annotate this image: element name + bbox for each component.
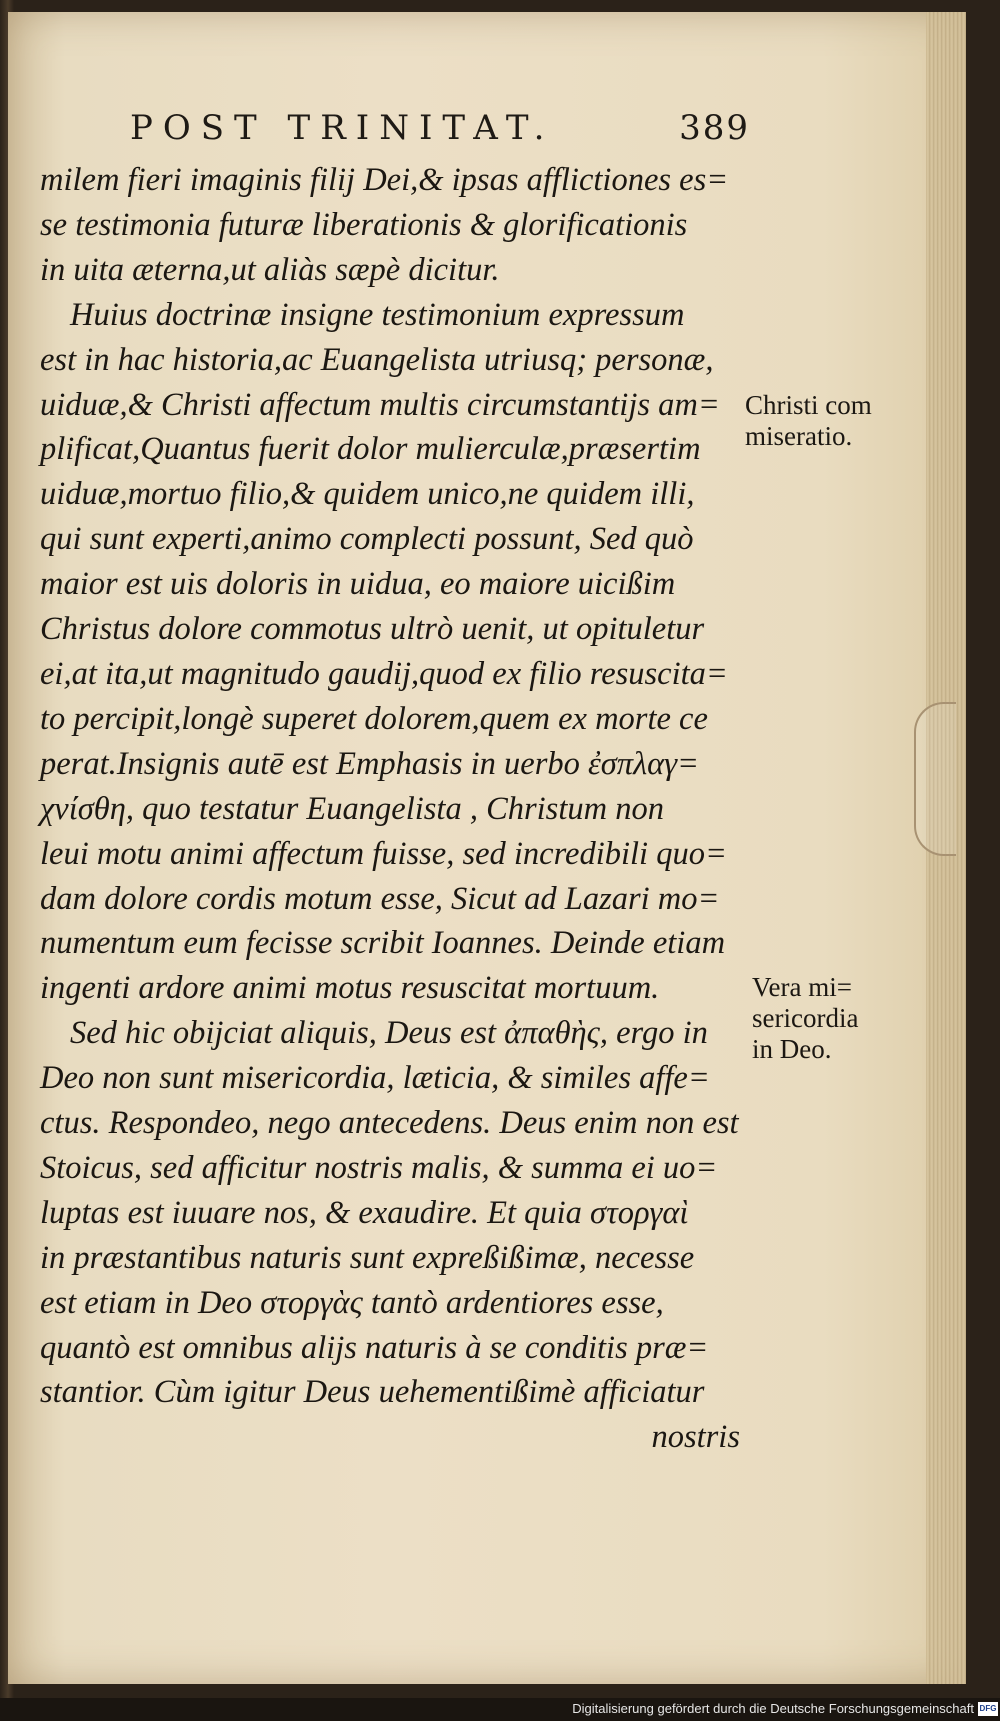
text-line: luptas est iuuare nos, & exaudire. Et quia στοργαὶ: [40, 1194, 689, 1231]
catchword: nostris: [651, 1419, 740, 1456]
text-line: to percipit,longè superet dolorem,quem ex morte ce: [40, 700, 708, 737]
text-line: uiduæ,mortuo filio,& quidem unico,ne quidem illi,: [40, 476, 695, 513]
text-line: ei,at ita,ut magnitudo gaudij,quod ex filio resuscita=: [40, 655, 728, 692]
text-line: Stoicus, sed afficitur nostris malis, & summa ei uo=: [40, 1149, 718, 1186]
text-line: Sed hic obijciat aliquis, Deus est ἀπαθὴς, ergo in: [70, 1015, 708, 1052]
text-line: perat.Insignis autē est Emphasis in uerbo ἐσπλαγ=: [40, 745, 699, 782]
text-line: in uita æterna,ut aliàs sæpè dicitur.: [40, 251, 500, 288]
text-line: dam dolore cordis motum esse, Sicut ad Lazari mo=: [40, 880, 720, 917]
page-header: [130, 108, 750, 154]
text-line: milem fieri imaginis filij Dei,& ipsas afflictiones es=: [40, 162, 729, 198]
text-line: quantò est omnibus alijs naturis à se conditis præ=: [40, 1329, 709, 1366]
text-line: leui motu animi affectum fuisse, sed incredibili quo=: [40, 835, 727, 872]
text-line: χνίσθη, quo testatur Euangelista , Christum non: [40, 790, 664, 827]
margin-note-line: in Deo.: [752, 1034, 832, 1064]
text-line: numentum eum fecisse scribit Ioannes. Deinde etiam: [40, 925, 726, 962]
text-line: ingenti ardore animi motus resuscitat mortuum.: [40, 970, 660, 1007]
text-line: se testimonia futuræ liberationis & glorificationis: [40, 206, 688, 243]
text-line: maior est uis doloris in uidua, eo maiore uicißim: [40, 566, 676, 603]
margin-note-line: Vera mi=: [752, 972, 852, 1002]
text-line: stantior. Cùm igitur Deus uehementißimè afficiatur: [40, 1374, 705, 1411]
dfg-logo: DFG: [978, 1702, 998, 1716]
running-head: POST TRINITAT.: [130, 108, 555, 148]
text-line: ctus. Respondeo, nego antecedens. Deus enim non est: [40, 1105, 739, 1142]
text-line: qui sunt experti,animo complecti possunt, Sed quò: [40, 521, 694, 558]
text-line: Christus dolore commotus ultrò uenit, ut opituletur: [40, 611, 705, 648]
text-line: Deo non sunt misericordia, læticia, & similes affe=: [40, 1060, 710, 1097]
text-line: plificat,Quantus fuerit dolor mulierculæ,præsertim: [40, 431, 701, 468]
body-text: [40, 158, 740, 1460]
digitization-footer: [0, 1698, 1000, 1721]
text-line: Huius doctrinæ insigne testimonium expressum: [70, 296, 685, 333]
funding-credit: Digitalisierung gefördert durch die Deutsche Forschungsgemeinschaft: [572, 1701, 974, 1716]
page-number: 389: [679, 108, 750, 148]
margin-note-line: miseratio.: [745, 421, 853, 451]
margin-note-line: Christi com: [745, 390, 872, 420]
margin-note-mercy: [752, 972, 858, 1065]
text-line: uiduæ,& Christi affectum multis circumstantijs am=: [40, 386, 720, 423]
margin-note-line: sericordia: [752, 1003, 859, 1033]
text-line: in præstantibus naturis sunt expreßißimæ, necesse: [40, 1239, 695, 1276]
margin-note-compassion: [745, 390, 872, 452]
text-line: est in hac historia,ac Euangelista utriusq; personæ,: [40, 341, 714, 378]
book-clasp: [914, 702, 956, 856]
text-line: est etiam in Deo στοργὰς tantò ardentiores esse,: [40, 1284, 664, 1321]
